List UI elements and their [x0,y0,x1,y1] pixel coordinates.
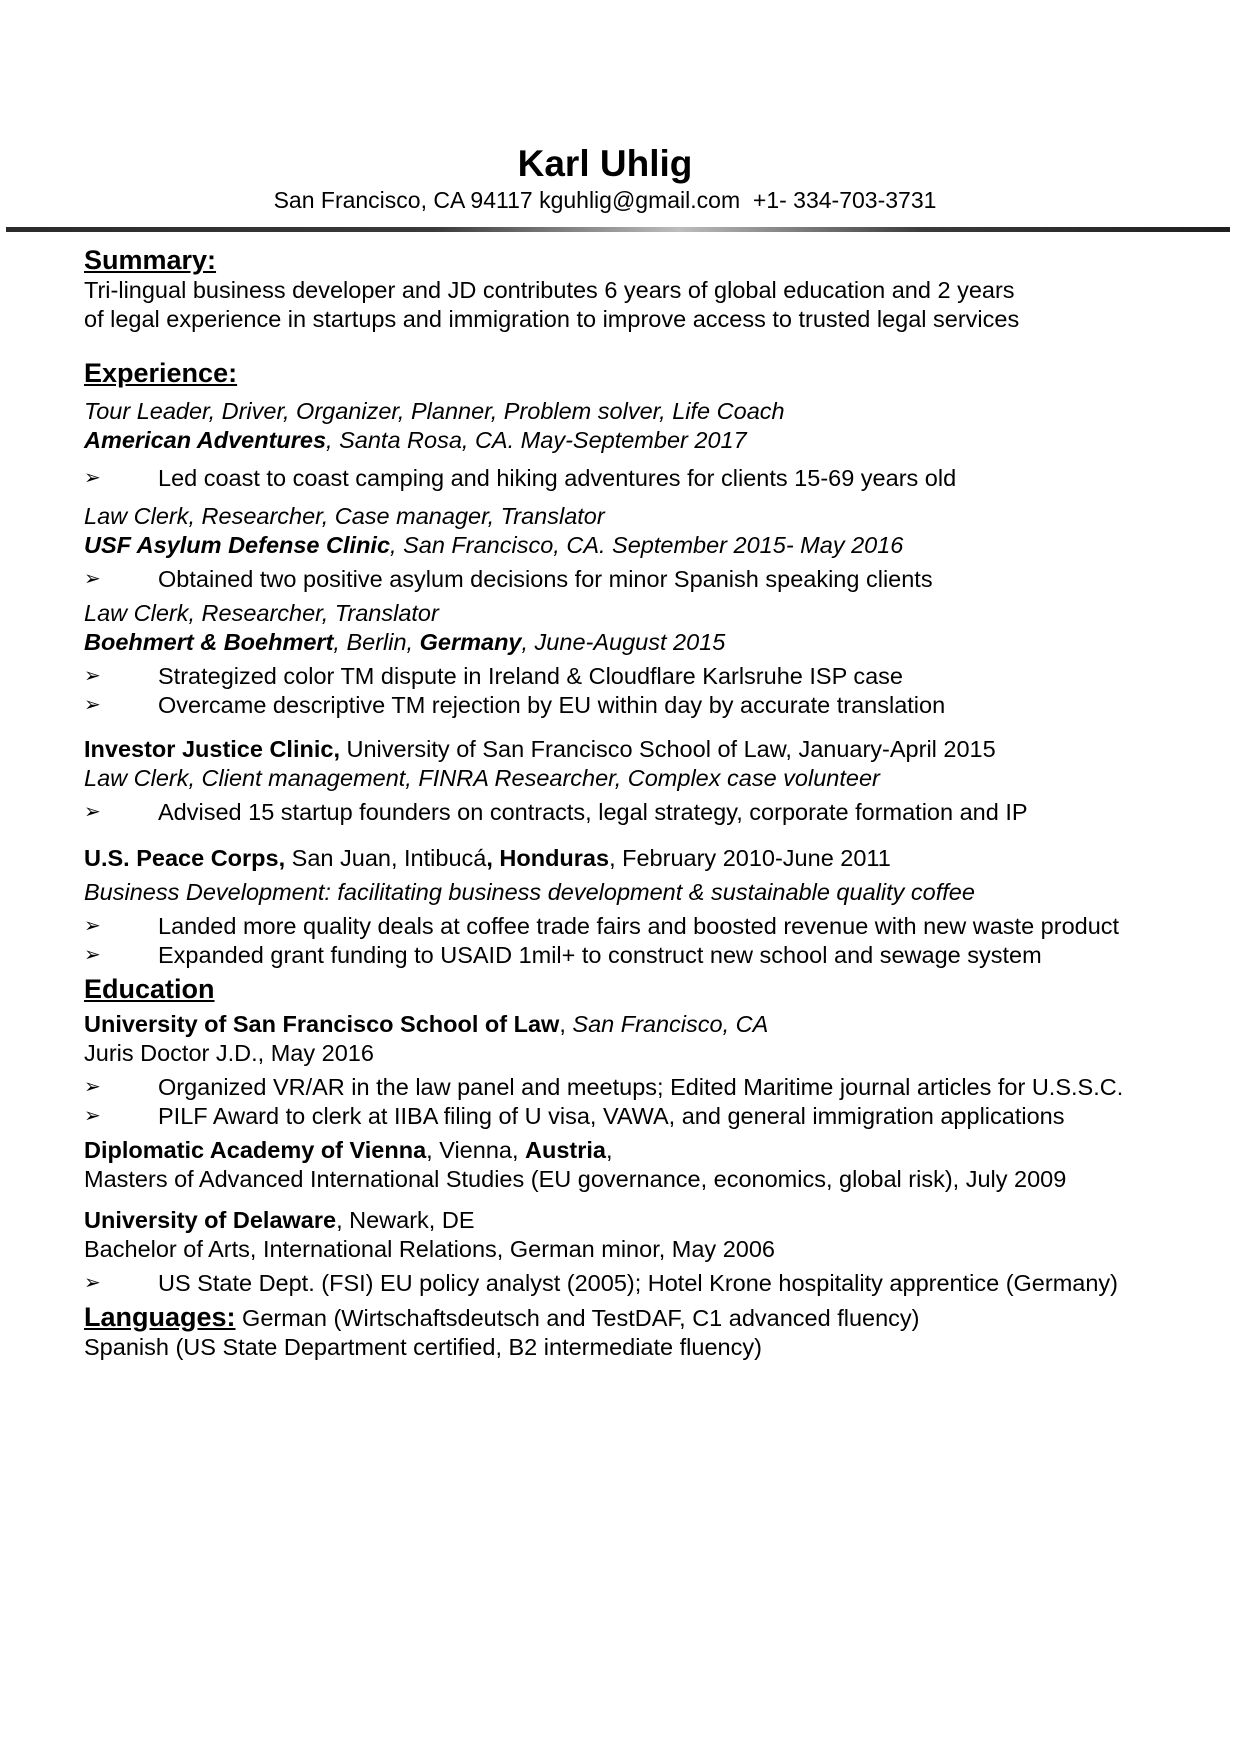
bullet-arrow-icon: ➢ [84,694,101,716]
list-item [84,565,1224,594]
bullet-text: Strategized color TM dispute in Ireland & Cloudflare Karlsruhe ISP case [158,663,903,689]
job-details: San Juan, Intibucá [285,845,487,871]
job-org-line [84,531,1224,560]
job-dates: , February 2010-June 2011 [609,845,891,871]
job-entry [84,844,1224,970]
job-org-line [84,628,1224,657]
job-entry [84,502,1224,594]
education-section [84,973,1224,1298]
job-entry [84,599,1224,720]
list-item [84,1102,1224,1131]
school-name: University of Delaware [84,1207,337,1233]
bullet-text: PILF Award to clerk at IIBA filing of U visa, VAWA, and general immigration applications [158,1103,1065,1129]
job-details: , San Francisco, CA. September 2015- May 2016 [390,532,904,558]
list-item [84,1073,1224,1102]
languages-line [84,1303,1224,1333]
school-degree: Bachelor of Arts, International Relations, German minor, May 2006 [84,1236,775,1262]
job-dates: , June-August 2015 [521,629,726,655]
job-details: , Santa Rosa, CA. May-September 2017 [326,427,747,453]
list-item [84,464,1224,493]
job-roles: Law Clerk, Client management, FINRA Researcher, Complex case volunteer [84,765,880,791]
bullet-text: US State Dept. (FSI) EU policy analyst (2005); Hotel Krone hospitality apprentice (Germany) [158,1270,1118,1296]
languages-section [84,1303,1224,1362]
school-tail: , [606,1137,613,1163]
job-roles: Law Clerk, Researcher, Case manager, Translator [84,503,605,529]
job-org: U.S. Peace Corps, [84,845,286,871]
header-divider [6,227,1230,232]
job-entry [84,735,1224,827]
experience-heading: Experience: [84,358,238,388]
summary-line: of legal experience in startups and immigration to improve access to trusted legal services [84,306,1020,332]
school-country: Austria [525,1137,606,1163]
contact-line: San Francisco, CA 94117 kguhlig@gmail.com +1- 334-703-3731 [273,187,937,213]
job-details: University of San Francisco School of Law, January-April 2015 [339,736,996,762]
bullet-arrow-icon: ➢ [84,467,101,489]
school-entry [84,1206,1224,1298]
school-entry [84,1010,1224,1131]
job-org: USF Asylum Defense Clinic [84,532,391,558]
job-roles: Law Clerk, Researcher, Translator [84,600,439,626]
bullet-arrow-icon: ➢ [84,1272,101,1294]
bullet-arrow-icon: ➢ [84,665,101,687]
bullet-text: Landed more quality deals at coffee trade fairs and boosted revenue with new waste product [158,913,1120,939]
bullet-arrow-icon: ➢ [84,1076,101,1098]
job-org: Investor Justice Clinic, [84,736,340,762]
summary-section [84,244,1224,334]
job-org-line [84,426,1224,455]
bullet-text: Obtained two positive asylum decisions for minor Spanish speaking clients [158,566,933,592]
experience-section [84,357,1224,970]
languages-spanish: Spanish (US State Department certified, B2 intermediate fluency) [84,1334,762,1360]
job-country: , Honduras [486,845,610,871]
bullet-arrow-icon: ➢ [84,915,101,937]
list-item [84,941,1224,970]
school-line [84,1010,1224,1039]
school-location: , Newark, DE [336,1207,475,1233]
job-org-line [84,735,1224,764]
list-item [84,798,1224,827]
bullet-text: Overcame descriptive TM rejection by EU within day by accurate translation [158,692,946,718]
job-org-line [84,844,1224,873]
school-entry [84,1136,1224,1194]
school-city: , Vienna, [426,1137,526,1163]
bullet-text: Advised 15 startup founders on contracts, legal strategy, corporate formation and IP [158,799,1028,825]
bullet-arrow-icon: ➢ [84,568,101,590]
bullet-arrow-icon: ➢ [84,801,101,823]
school-degree: Juris Doctor J.D., May 2016 [84,1040,374,1066]
list-item [84,912,1224,941]
school-location: San Francisco, CA [572,1011,769,1037]
school-sep: , [559,1011,573,1037]
summary-heading: Summary: [84,245,217,275]
school-line [84,1136,1224,1165]
list-item [84,1269,1224,1298]
education-heading: Education [84,974,215,1004]
job-org: American Adventures [84,427,327,453]
job-roles: Business Development: facilitating business development & sustainable quality coffee [84,879,975,905]
job-org: Boehmert & Boehmert [84,629,334,655]
bullet-arrow-icon: ➢ [84,1105,101,1127]
candidate-name: Karl Uhlig [517,143,693,184]
list-item [84,691,1224,720]
bullet-text: Organized VR/AR in the law panel and meetups; Edited Maritime journal articles for U.S.S.C. [158,1074,1124,1100]
bullet-text: Led coast to coast camping and hiking adventures for clients 15-69 years old [158,465,957,491]
school-line [84,1206,1224,1235]
job-country: Germany [419,629,522,655]
school-name: Diplomatic Academy of Vienna [84,1137,427,1163]
bullet-text: Expanded grant funding to USAID 1mil+ to construct new school and sewage system [158,942,1042,968]
bullet-arrow-icon: ➢ [84,944,101,966]
summary-line: Tri-lingual business developer and JD contributes 6 years of global education and 2 years [84,277,1015,303]
job-details: , Berlin, [333,629,420,655]
school-degree: Masters of Advanced International Studies (EU governance, economics, global risk), July 2009 [84,1166,1067,1192]
list-item [84,662,1224,691]
job-roles: Tour Leader, Driver, Organizer, Planner, Problem solver, Life Coach [84,398,785,424]
resume-body [84,244,1224,1362]
job-entry [84,397,1224,493]
school-name: University of San Francisco School of Law [84,1011,560,1037]
languages-heading: Languages: [84,1302,236,1332]
languages-german: German (Wirtschaftsdeutsch and TestDAF, C1 advanced fluency) [235,1305,920,1331]
